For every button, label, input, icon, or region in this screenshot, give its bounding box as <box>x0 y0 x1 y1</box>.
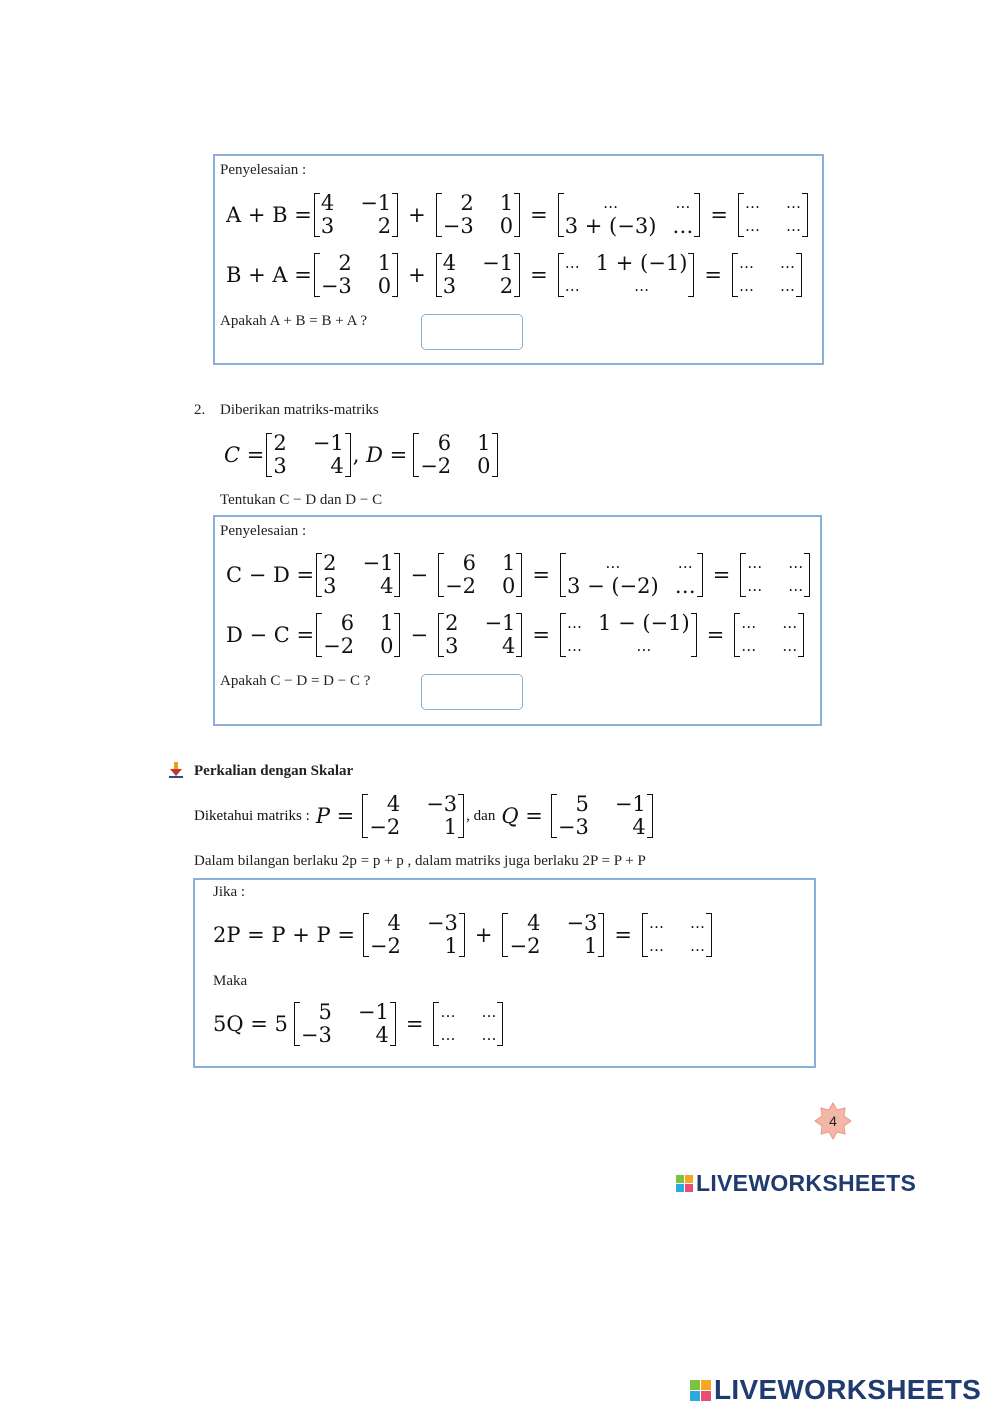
label-d: , D = <box>352 443 408 467</box>
matrix-c: 2 −1 3 4 <box>316 552 400 598</box>
matrix-sum-work: … … 3 + (−3) … <box>558 192 701 238</box>
if-label: Jika : <box>213 884 246 900</box>
given-matrices-pq <box>194 791 655 841</box>
problem-intro: Diberikan matriks-matriks <box>220 402 379 418</box>
matrix-d: 6 1 −2 0 <box>316 612 400 658</box>
answer-input-1[interactable] <box>421 314 523 350</box>
equation-5q: 5Q = 5 5 −1 −3 4 = … … … … <box>213 999 505 1049</box>
matrix-d: 6 1 −2 0 <box>413 432 497 478</box>
matrix-p: 4 −3 −2 1 <box>502 912 604 958</box>
matrix-c: 2 −1 3 4 <box>266 432 350 478</box>
matrix-p: 4 −3 −2 1 <box>362 793 464 839</box>
brand-name: LIVEWORKSHEETS <box>696 1170 917 1196</box>
label-q: Q = <box>501 804 543 828</box>
matrix-sum-work: … 1 + (−1) … … <box>558 252 695 298</box>
matrix-diff-work: … 1 − (−1) … … <box>560 612 697 658</box>
problem-task: Tentukan C − D dan D − C <box>220 492 383 508</box>
matrix-a: 4 −1 3 2 <box>436 252 520 298</box>
question-commutative-sub: Apakah C − D = D − C ? <box>220 673 371 689</box>
matrix-b: 2 1 −3 0 <box>314 252 398 298</box>
arrow-bullet-icon <box>167 761 185 779</box>
matrix-b: 2 1 −3 0 <box>436 192 520 238</box>
matrix-d: 6 1 −2 0 <box>438 552 522 598</box>
equation-lhs: B + A = <box>226 263 312 287</box>
logo-grid-icon <box>676 1175 693 1192</box>
matrix-q: 5 −1 −3 4 <box>294 1001 396 1047</box>
scalar-rule: Dalam bilangan berlaku 2p = p + p , dalam matriks juga berlaku 2P = P + P <box>194 853 646 869</box>
matrix-q: 5 −1 −3 4 <box>551 793 653 839</box>
solution-heading-2: Penyelesaian : <box>220 523 307 539</box>
matrix-5q-result: … … … … <box>433 1001 503 1047</box>
matrix-diff-result: … … … … <box>740 552 810 598</box>
matrix-c: 2 −1 3 4 <box>438 612 522 658</box>
question-commutative-add: Apakah A + B = B + A ? <box>220 313 368 329</box>
logo-grid-icon <box>690 1380 711 1401</box>
equation-a-plus-b: A + B = 4 −1 3 2 + 2 1 −3 0 = … … 3 + (−3) … = … … … … <box>226 190 810 240</box>
equation-lhs: D − C = <box>226 623 315 647</box>
equation-2p: 2P = P + P = 4 −3 −2 1 + 4 −3 −2 1 = … … … … <box>213 910 714 960</box>
equation-lhs: 5Q = 5 <box>213 1012 288 1036</box>
brand-logo-footer[interactable] <box>690 1374 981 1406</box>
problem-number: 2. <box>194 402 206 418</box>
known-label: Diketahui matriks : <box>194 807 310 824</box>
matrix-diff-work: … … 3 − (−2) … <box>560 552 703 598</box>
equation-b-plus-a: B + A = 2 1 −3 0 + 4 −1 3 2 = … 1 + (−1) … … = … … … … <box>226 250 804 300</box>
answer-input-2[interactable] <box>421 674 523 710</box>
matrix-a: 4 −1 3 2 <box>314 192 398 238</box>
given-matrices-cd <box>224 430 500 480</box>
page-number: 4 <box>829 1113 837 1129</box>
matrix-diff-result: … … … … <box>734 612 804 658</box>
label-p: P = <box>315 804 355 828</box>
brand-name: LIVEWORKSHEETS <box>714 1374 982 1405</box>
equation-lhs: A + B = <box>226 203 312 227</box>
matrix-p: 4 −3 −2 1 <box>363 912 465 958</box>
brand-logo <box>676 1170 916 1197</box>
page-number-badge <box>814 1102 852 1140</box>
label-c: C = <box>224 443 265 467</box>
equation-lhs: 2P = P + P = <box>213 923 355 947</box>
equation-lhs: C − D = <box>226 563 315 587</box>
matrix-sum-result: … … … … <box>738 192 808 238</box>
then-label: Maka <box>213 973 248 989</box>
equation-c-minus-d: C − D = 2 −1 3 4 − 6 1 −2 0 = … … 3 − (−2) … = … … … … <box>226 550 812 600</box>
and-label: , dan <box>466 807 496 824</box>
matrix-2p-result: … … … … <box>642 912 712 958</box>
solution-heading-1: Penyelesaian : <box>220 162 307 178</box>
matrix-sum-result: … … … … <box>732 252 802 298</box>
section-title-scalar: Perkalian dengan Skalar <box>194 763 354 779</box>
equation-d-minus-c: D − C = 6 1 −2 0 − 2 −1 3 4 = … 1 − (−1) … … = … … … … <box>226 610 806 660</box>
